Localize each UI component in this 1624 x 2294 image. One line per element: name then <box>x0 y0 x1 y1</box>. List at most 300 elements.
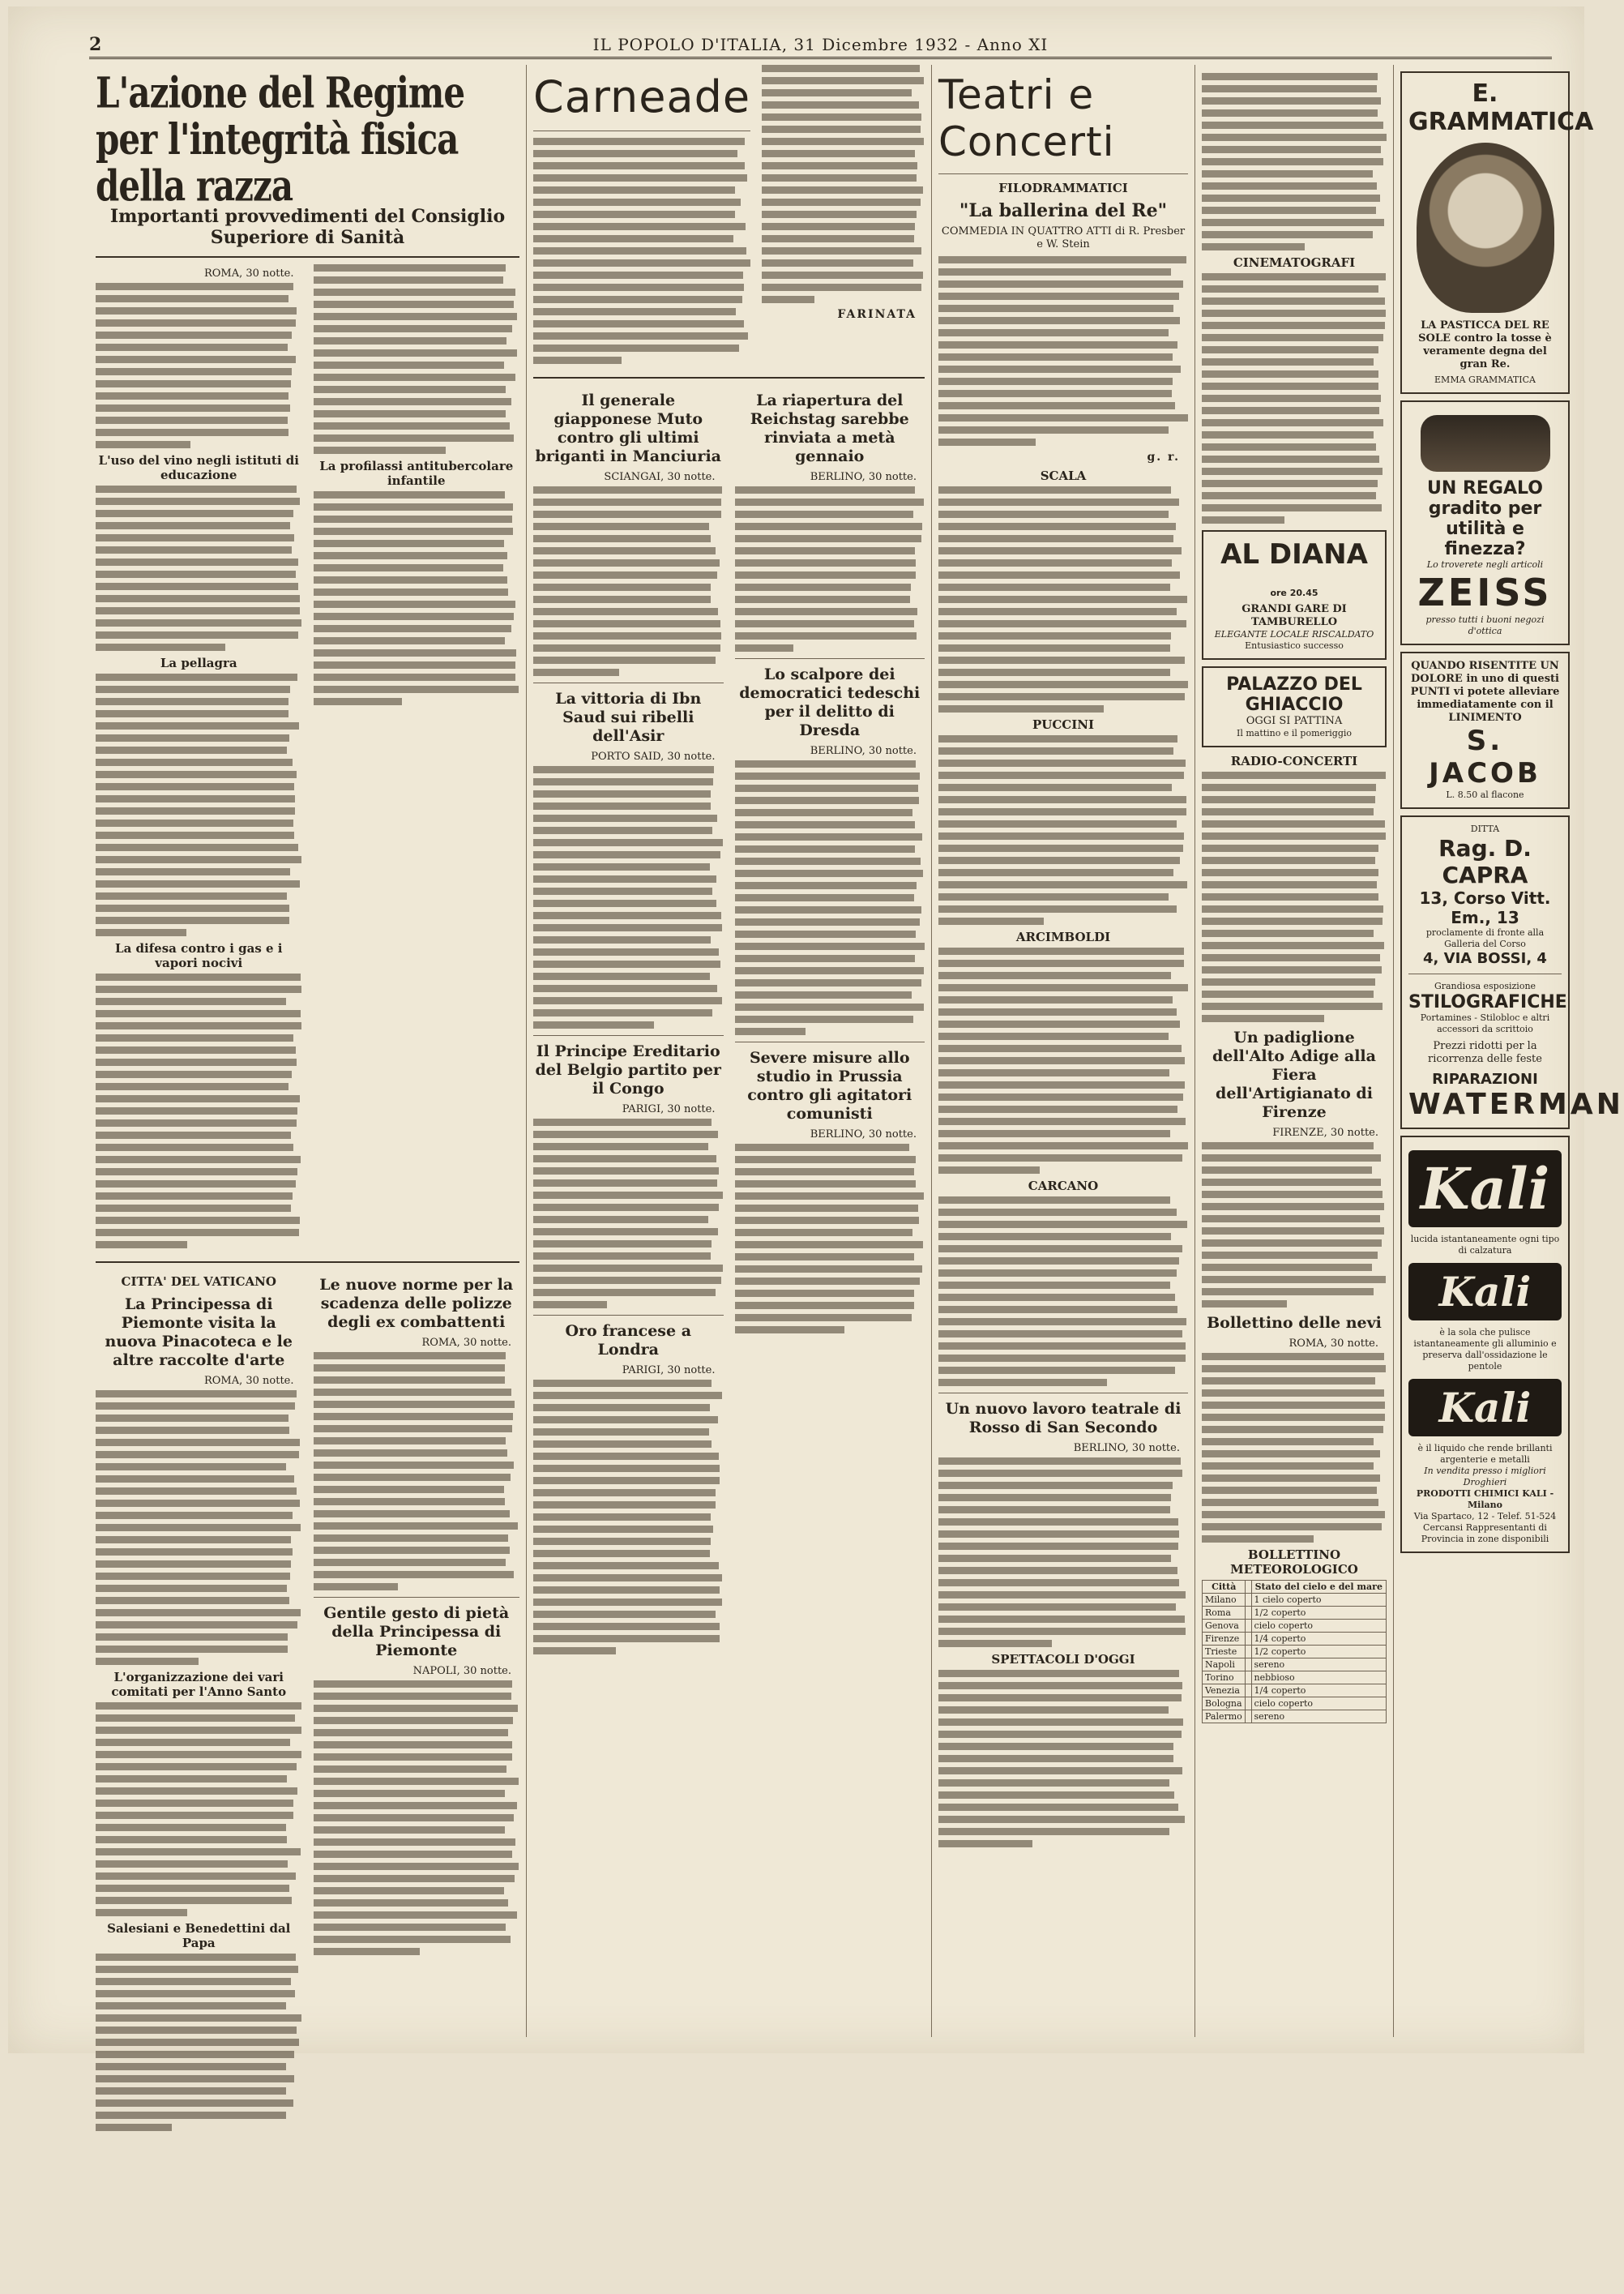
text-line <box>96 2063 286 2070</box>
text-line <box>762 150 915 157</box>
text-line <box>735 1241 924 1248</box>
body-text <box>1202 772 1387 1022</box>
text-line <box>938 1130 1170 1137</box>
text-line <box>938 1591 1186 1599</box>
text-line <box>735 1028 806 1035</box>
text-line <box>735 760 916 768</box>
carneade-left <box>533 65 750 369</box>
text-line <box>1202 832 1386 840</box>
text-line <box>96 441 190 448</box>
text-line <box>735 894 914 901</box>
body-text <box>96 1390 302 1665</box>
meteo-temp <box>1246 1658 1251 1671</box>
text-line <box>533 1392 722 1399</box>
column-ads <box>1394 65 1624 2037</box>
text-line <box>533 1465 720 1472</box>
text-line <box>96 880 300 888</box>
meteo-city: Palermo <box>1203 1710 1246 1723</box>
text-line <box>533 284 744 291</box>
text-line <box>938 1081 1185 1089</box>
lower-articles <box>96 1269 519 2136</box>
article-subcol-left <box>96 264 302 1253</box>
teatri-title: Teatri e Concerti <box>938 71 1115 165</box>
text-line <box>762 223 915 230</box>
text-line <box>1202 383 1378 390</box>
meteo-city: Roma <box>1203 1607 1246 1620</box>
text-line <box>1202 1203 1384 1210</box>
text-line <box>762 259 913 267</box>
text-line <box>314 1814 514 1821</box>
text-line <box>1202 297 1385 305</box>
article-polizze <box>314 1269 520 2136</box>
text-line <box>1202 808 1374 815</box>
jacob-name: S. JACOB <box>1429 725 1541 790</box>
text-line <box>938 353 1173 361</box>
text-line <box>533 247 746 255</box>
text-line <box>533 1586 720 1594</box>
text-line <box>96 510 293 517</box>
text-line <box>314 1826 505 1834</box>
text-line <box>533 571 717 579</box>
text-line <box>96 986 301 993</box>
text-line <box>1202 772 1386 779</box>
text-line <box>96 2112 286 2119</box>
principe-dateline: PARIGI, 30 notte. <box>622 1103 716 1115</box>
filodrammatici-header: FILODRAMMATICI <box>998 181 1128 195</box>
text-line <box>762 272 923 279</box>
text-line <box>1202 73 1378 80</box>
text-line <box>735 1278 920 1285</box>
text-line <box>533 259 750 267</box>
vaticano-section-comitati: L'organizzazione dei vari comitati per l'Anno Santo <box>111 1670 287 1699</box>
commedia-subtitle: COMMEDIA IN QUATTRO ATTI di R. Presber e W. Stein <box>941 225 1186 250</box>
padiglione-title: Un padiglione dell'Alto Adige alla Fiera dell'Artigianato di Firenze <box>1212 1029 1376 1121</box>
text-line <box>533 1289 716 1296</box>
divider <box>96 1261 519 1263</box>
text-line <box>938 984 1188 991</box>
text-line <box>735 1016 914 1023</box>
text-line <box>314 301 514 308</box>
text-line <box>533 608 718 615</box>
stilo-sub: Portamines - Stilobloc e altri accessori da scrittoio <box>1420 1012 1550 1034</box>
meteo-sky: cielo coperto <box>1251 1697 1386 1710</box>
text-line <box>314 1863 519 1870</box>
lavoro-title: Un nuovo lavoro teatrale di Rosso di San Secondo <box>945 1400 1182 1436</box>
text-line <box>314 698 403 705</box>
text-line <box>96 1107 297 1115</box>
text-line <box>314 1474 511 1481</box>
diana-sub: GRANDI GARE DI TAMBURELLO <box>1242 603 1347 628</box>
text-line <box>533 924 722 931</box>
column-carneade <box>527 65 932 2037</box>
text-line <box>314 1838 516 1846</box>
section-vino: L'uso del vino negli istituti di educazione <box>98 453 299 482</box>
text-line <box>533 936 711 944</box>
democratici-title: Lo scalpore dei democratici tedeschi per il delitto di Dresda <box>739 666 921 739</box>
text-line <box>762 77 924 84</box>
text-line <box>735 809 913 816</box>
text-line <box>735 499 924 506</box>
text-line <box>1202 869 1378 876</box>
text-line <box>533 523 709 530</box>
text-line <box>533 1252 711 1260</box>
text-line <box>735 1229 912 1236</box>
body-text <box>1202 1142 1387 1307</box>
body-text <box>938 1457 1188 1647</box>
body-text <box>314 264 520 454</box>
body-text <box>96 283 302 448</box>
ghiaccio-sub: OGGI SI PATTINA <box>1246 715 1343 727</box>
text-line <box>1202 219 1384 226</box>
text-line <box>1202 322 1385 329</box>
text-line <box>762 247 921 255</box>
text-line <box>938 1804 1178 1811</box>
text-line <box>96 2039 299 2046</box>
text-line <box>938 1518 1178 1526</box>
text-line <box>938 1457 1181 1465</box>
foreign-left <box>533 385 724 1659</box>
vaticano-title: La Principessa di Piemonte visita la nuova Pinacoteca e le altre raccolte d'arte <box>105 1295 293 1369</box>
text-line <box>314 1851 512 1858</box>
text-line <box>314 588 509 596</box>
text-line <box>938 857 1180 864</box>
text-line <box>938 1379 1107 1386</box>
text-line <box>533 272 743 279</box>
text-line <box>533 1404 710 1411</box>
text-line <box>533 1453 719 1460</box>
text-line <box>938 1057 1185 1064</box>
text-line <box>96 807 295 815</box>
text-line <box>1202 1450 1380 1457</box>
text-line <box>314 1887 505 1894</box>
text-line <box>96 1548 293 1556</box>
text-line <box>1202 480 1378 487</box>
text-line <box>314 1510 510 1517</box>
text-line <box>314 447 446 454</box>
text-line <box>96 1059 297 1066</box>
text-line <box>314 1802 517 1809</box>
text-line <box>1202 857 1375 864</box>
text-line <box>96 1824 286 1831</box>
body-text <box>533 138 750 364</box>
text-line <box>96 1848 301 1855</box>
text-line <box>533 1301 607 1308</box>
text-line <box>533 1635 720 1642</box>
vaticano-dateline: ROMA, 30 notte. <box>203 1375 294 1387</box>
body-text <box>938 486 1188 713</box>
text-line <box>735 882 917 889</box>
text-line <box>314 1571 514 1578</box>
text-line <box>938 390 1172 397</box>
text-line <box>533 357 622 364</box>
text-line <box>938 845 1183 852</box>
text-line <box>1202 285 1378 293</box>
text-line <box>96 1775 287 1783</box>
text-line <box>938 1045 1182 1052</box>
text-line <box>1202 1535 1314 1543</box>
text-line <box>314 552 507 559</box>
diana-sub2: ELEGANTE LOCALE RISCALDATO <box>1214 629 1374 640</box>
text-line <box>1202 1154 1381 1162</box>
text-line <box>938 832 1184 840</box>
text-line <box>1202 243 1305 250</box>
ad-jacob <box>1400 652 1570 809</box>
ibn-saud-title: La vittoria di Ibn Saud sui ribelli dell'Asir <box>555 690 702 745</box>
ad-kali <box>1400 1136 1570 1553</box>
text-line <box>1202 1389 1384 1397</box>
text-line <box>938 669 1170 676</box>
text-line <box>938 960 1184 967</box>
text-line <box>96 392 288 400</box>
meteo-sky: 1/2 coperto <box>1251 1607 1386 1620</box>
text-line <box>533 766 714 773</box>
text-line <box>1202 1474 1380 1482</box>
text-line <box>938 596 1187 603</box>
text-line <box>96 1885 289 1892</box>
text-line <box>533 1167 719 1175</box>
text-line <box>762 113 921 121</box>
text-line <box>533 644 720 652</box>
text-line <box>533 1228 718 1235</box>
meteo-sky: 1/4 coperto <box>1251 1633 1386 1646</box>
text-line <box>735 632 917 640</box>
text-line <box>762 296 814 303</box>
text-line <box>533 1155 716 1162</box>
text-line <box>735 1326 844 1333</box>
text-line <box>533 778 713 785</box>
text-line <box>533 1489 716 1496</box>
divider <box>314 1597 520 1598</box>
body-text <box>96 486 302 651</box>
text-line <box>938 905 1177 913</box>
meteo-title: BOLLETTINO METEOROLOGICO <box>1230 1547 1358 1577</box>
text-line <box>314 528 514 535</box>
text-line <box>735 797 919 804</box>
text-line <box>96 1714 295 1722</box>
text-line <box>96 1168 297 1175</box>
text-line <box>938 584 1170 591</box>
kali-sub3: è il liquido che rende brillanti argenterie e metalli <box>1417 1443 1553 1465</box>
text-line <box>938 1154 1182 1162</box>
text-line <box>314 613 514 620</box>
text-line <box>1202 1511 1385 1518</box>
text-line <box>1202 195 1380 202</box>
principe-title: Il Principe Ereditario del Belgio partito per il Congo <box>535 1042 721 1098</box>
text-line <box>938 1166 1040 1174</box>
text-line <box>938 1718 1183 1726</box>
text-line <box>1202 207 1376 214</box>
meteo-table <box>1202 1580 1387 1723</box>
text-line <box>938 1628 1186 1635</box>
text-line <box>533 1143 708 1150</box>
stilo-pre: Grandiosa esposizione <box>1434 981 1536 991</box>
text-line <box>533 863 710 871</box>
arcimboldi-header: ARCIMBOLDI <box>1015 930 1111 944</box>
kali-address: Via Spartaco, 12 - Telef. 51-524 <box>1413 1511 1557 1521</box>
text-line <box>96 686 290 693</box>
ad-ghiaccio <box>1202 666 1387 747</box>
text-line <box>314 276 504 284</box>
divider <box>96 256 519 258</box>
text-line <box>735 785 918 792</box>
text-line <box>96 832 294 839</box>
meteo-city: Firenze <box>1203 1633 1246 1646</box>
text-line <box>533 332 748 340</box>
text-line <box>96 1954 296 1961</box>
text-line <box>314 1778 519 1785</box>
text-line <box>314 410 506 417</box>
text-line <box>938 948 1184 955</box>
text-line <box>314 1534 508 1542</box>
text-line <box>314 1765 506 1773</box>
text-line <box>735 1180 917 1188</box>
text-line <box>735 870 923 877</box>
meteo-temp <box>1246 1620 1251 1633</box>
stilo-title: STILOGRAFICHE <box>1408 992 1567 1012</box>
meteo-header <box>1246 1581 1251 1594</box>
democratici-dateline: BERLINO, 30 notte. <box>810 745 917 757</box>
text-line <box>314 1352 506 1359</box>
meteo-temp <box>1246 1594 1251 1607</box>
text-line <box>1202 1239 1382 1247</box>
meteo-sky: 1/4 coperto <box>1251 1684 1386 1697</box>
text-line <box>762 89 912 96</box>
lavoro-dateline: BERLINO, 30 notte. <box>1073 1442 1180 1454</box>
text-line <box>314 1389 511 1396</box>
text-line <box>762 235 914 242</box>
article-subcol-right <box>314 264 520 1253</box>
pastica-text: LA PASTICCA DEL RE SOLE contro la tosse è veramente degna del gran Re. <box>1418 319 1552 370</box>
divider <box>533 1315 724 1316</box>
text-line <box>96 1156 301 1163</box>
text-line <box>533 1538 711 1545</box>
text-line <box>533 669 619 676</box>
text-line <box>1202 443 1376 451</box>
text-line <box>314 564 504 571</box>
text-line <box>735 608 918 615</box>
text-line <box>735 1302 914 1309</box>
text-line <box>96 2051 294 2058</box>
text-line <box>938 1816 1185 1823</box>
text-line <box>314 503 513 511</box>
meteo-row <box>1203 1646 1387 1658</box>
body-text <box>938 1670 1188 1847</box>
body-text <box>96 1702 302 1916</box>
nevi-title: Bollettino delle nevi <box>1207 1314 1382 1332</box>
text-line <box>533 186 735 194</box>
text-line <box>938 608 1177 615</box>
text-line <box>96 1500 300 1507</box>
text-line <box>314 686 519 693</box>
text-line <box>533 1021 654 1029</box>
text-line <box>938 972 1171 979</box>
text-line <box>314 1486 504 1493</box>
text-line <box>314 1583 398 1590</box>
text-line <box>938 1616 1185 1623</box>
text-line <box>938 1330 1182 1337</box>
text-line <box>1202 516 1284 524</box>
text-line <box>96 1573 290 1580</box>
meteo-temp <box>1246 1671 1251 1684</box>
text-line <box>96 1633 288 1641</box>
text-line <box>938 1269 1177 1277</box>
text-line <box>762 211 917 218</box>
ad-zeiss <box>1400 400 1570 645</box>
text-line <box>938 280 1183 288</box>
text-line <box>533 973 710 980</box>
text-line <box>938 439 1036 446</box>
text-line <box>938 305 1173 312</box>
text-line <box>938 1506 1170 1513</box>
text-line <box>533 900 716 907</box>
newspaper-page <box>8 6 1624 2053</box>
jacob-price: L. 8.50 al flacone <box>1446 790 1524 800</box>
column-health <box>89 65 527 2037</box>
text-line <box>735 906 922 914</box>
text-line <box>96 1132 291 1139</box>
text-line <box>533 1009 712 1016</box>
text-line <box>735 833 923 841</box>
text-line <box>1202 1365 1386 1372</box>
text-line <box>1202 1462 1374 1470</box>
text-line <box>96 1524 301 1531</box>
meteo-row <box>1203 1684 1387 1697</box>
portrait-image <box>1417 143 1554 313</box>
reichstag-title: La riapertura del Reichstag sarebbe rinviata a metà gennaio <box>750 392 909 465</box>
text-line <box>96 1217 300 1224</box>
text-line <box>96 2099 293 2107</box>
text-line <box>314 422 510 430</box>
meteo-city: Torino <box>1203 1671 1246 1684</box>
text-line <box>938 256 1186 263</box>
text-line <box>96 2002 286 2009</box>
meteo-body <box>1203 1594 1387 1723</box>
capra-ditta: DITTA <box>1470 824 1500 834</box>
section-difesa-gas: La difesa contro i gas e i vapori nocivi <box>115 941 283 970</box>
text-line <box>938 1008 1177 1016</box>
text-line <box>1202 918 1383 925</box>
text-line <box>938 796 1186 803</box>
column-cinema <box>1195 65 1394 2037</box>
text-line <box>533 1562 719 1569</box>
body-text <box>533 1119 724 1308</box>
text-line <box>762 126 921 133</box>
text-line <box>96 1205 291 1212</box>
vaticano-section-salesiani: Salesiani e Benedettini dal Papa <box>107 1921 291 1950</box>
ghiaccio-sub2: Il mattino e il pomeriggio <box>1236 728 1353 738</box>
text-line <box>533 985 717 992</box>
text-line <box>938 1779 1169 1787</box>
text-line <box>1202 1426 1383 1433</box>
text-line <box>314 1376 506 1384</box>
diana-time: ore 20.45 <box>1270 588 1318 598</box>
text-line <box>96 747 287 754</box>
text-line <box>533 851 720 858</box>
text-line <box>735 979 921 987</box>
vaticano-header: CITTA' DEL VATICANO <box>121 1274 276 1289</box>
dateline-roma: ROMA, 30 notte. <box>203 267 294 280</box>
text-line <box>96 307 297 315</box>
text-line <box>314 601 516 608</box>
text-line <box>938 772 1184 779</box>
kali-sub1: lucida istantaneamente ogni tipo di calzatura <box>1410 1234 1560 1256</box>
text-line <box>96 1439 300 1446</box>
masthead-title: IL POPOLO D'ITALIA, 31 Dicembre 1932 - Anno XI <box>592 35 1049 54</box>
text-line <box>762 101 919 109</box>
text-line <box>314 1547 510 1554</box>
text-line <box>938 1106 1177 1113</box>
text-line <box>96 674 297 681</box>
